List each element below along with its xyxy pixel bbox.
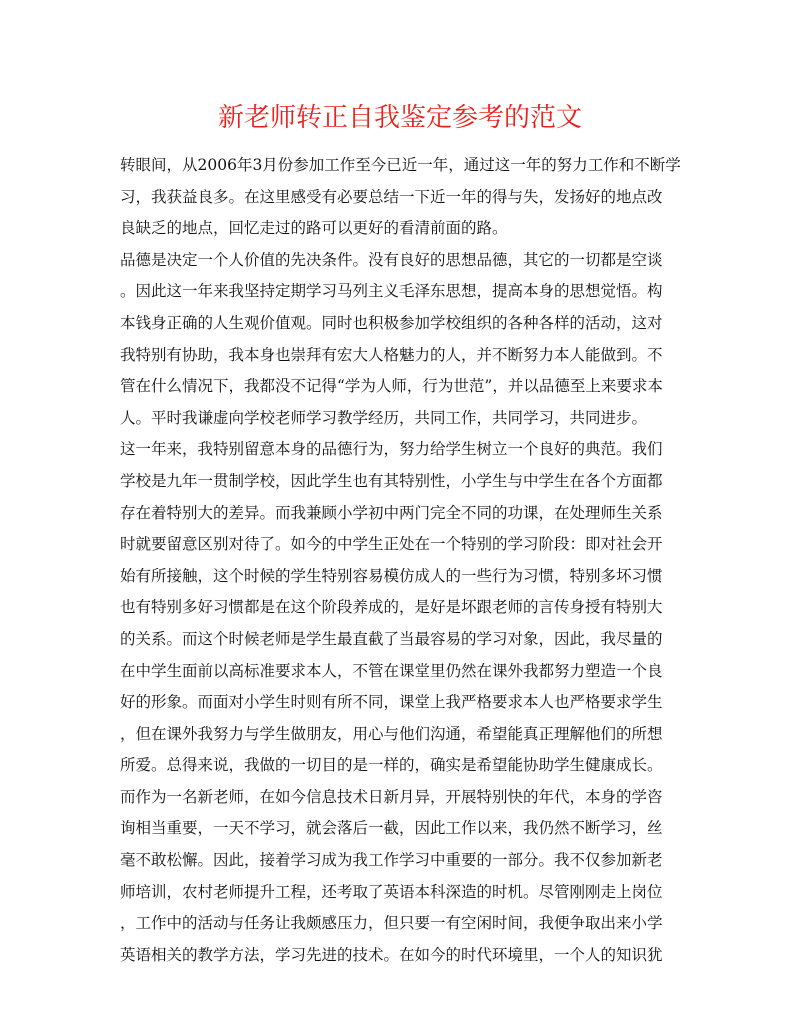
body-line: 这一年来，我特别留意本身的品德行为，努力给学生树立一个良好的典范。我们	[120, 440, 663, 459]
body-line: 良缺乏的地点，回忆走过的路可以更好的看清前面的路。	[120, 219, 508, 238]
body-line: 毫不敢松懈。因此，接着学习成为我工作学习中重要的一部分。我不仅参加新老	[120, 851, 663, 870]
body-line: 师培训，农村老师提升工程，还考取了英语本科深造的时机。尽管刚刚走上岗位	[120, 882, 663, 901]
document-body	[120, 150, 682, 971]
body-line: 所爱。总得来说，我做的一切目的是一样的，确实是希望能协助学生健康成长。	[120, 756, 663, 775]
body-line: 习，我获益良多。在这里感受有必要总结一下近一年的得与失，发扬好的地点改	[120, 187, 663, 206]
body-line: 英语相关的教学方法，学习先进的技术。在如今的时代环境里，一个人的知识犹	[120, 945, 663, 964]
body-line: 人。平时我谦虚向学校老师学习教学经历，共同工作，共同学习，共同进步。	[120, 408, 648, 427]
body-line: 好的形象。而面对小学生时则有所不同，课堂上我严格要求本人也严格要求学生	[120, 693, 663, 712]
body-line: 转眼间，从2006年3月份参加工作至今已近一年，通过这一年的努力工作和不断学	[120, 156, 681, 174]
body-line: 品德是决定一个人价值的先决条件。没有良好的思想品德，其它的一切都是空谈	[120, 250, 663, 269]
body-line: 本钱身正确的人生观价值观。同时也积极参加学校组织的各种各样的活动，这对	[120, 313, 663, 332]
body-line: 在中学生面前以高标准要求本人，不管在课堂里仍然在课外我都努力塑造一个良	[120, 661, 663, 680]
body-line: 学校是九年一贯制学校，因此学生也有其特别性，小学生与中学生在各个方面都	[120, 471, 663, 490]
body-line: 而作为一名新老师，在如今信息技术日新月异，开展特别快的年代，本身的学咨	[120, 787, 663, 806]
body-line: 时就要留意区别对待了。如今的中学生正处在一个特别的学习阶段：即对社会开	[120, 535, 663, 554]
body-line: 管在什么情况下，我都没不记得“学为人师，行为世范”，并以品德至上来要求本	[120, 377, 663, 396]
body-line: 询相当重要，一天不学习，就会落后一截，因此工作以来，我仍然不断学习，丝	[120, 819, 663, 838]
page-title: 新老师转正自我鉴定参考的范文	[217, 103, 582, 133]
body-line: 始有所接触，这个时候的学生特别容易模仿成人的一些行为习惯，特别多坏习惯	[120, 566, 663, 585]
body-line: 存在着特别大的差异。而我兼顾小学初中两门完全不同的功课，在处理师生关系	[120, 503, 663, 522]
body-line: ，工作中的活动与任务让我颇感压力，但只要一有空闲时间，我便争取出来小学	[120, 914, 663, 933]
body-line: 我特别有协助，我本身也崇拜有宏大人格魅力的人，并不断努力本人能做到。不	[120, 345, 663, 364]
body-line: 也有特别多好习惯都是在这个阶段养成的，是好是坏跟老师的言传身授有特别大	[120, 598, 663, 617]
body-line: ，但在课外我努力与学生做朋友，用心与他们沟通，希望能真正理解他们的所想	[120, 724, 663, 743]
body-line: 。因此这一年来我坚持定期学习马列主义毛泽东思想，提高本身的思想觉悟。构	[120, 282, 663, 301]
body-line: 的关系。而这个时候老师是学生最直截了当最容易的学习对象，因此，我尽量的	[120, 629, 663, 648]
